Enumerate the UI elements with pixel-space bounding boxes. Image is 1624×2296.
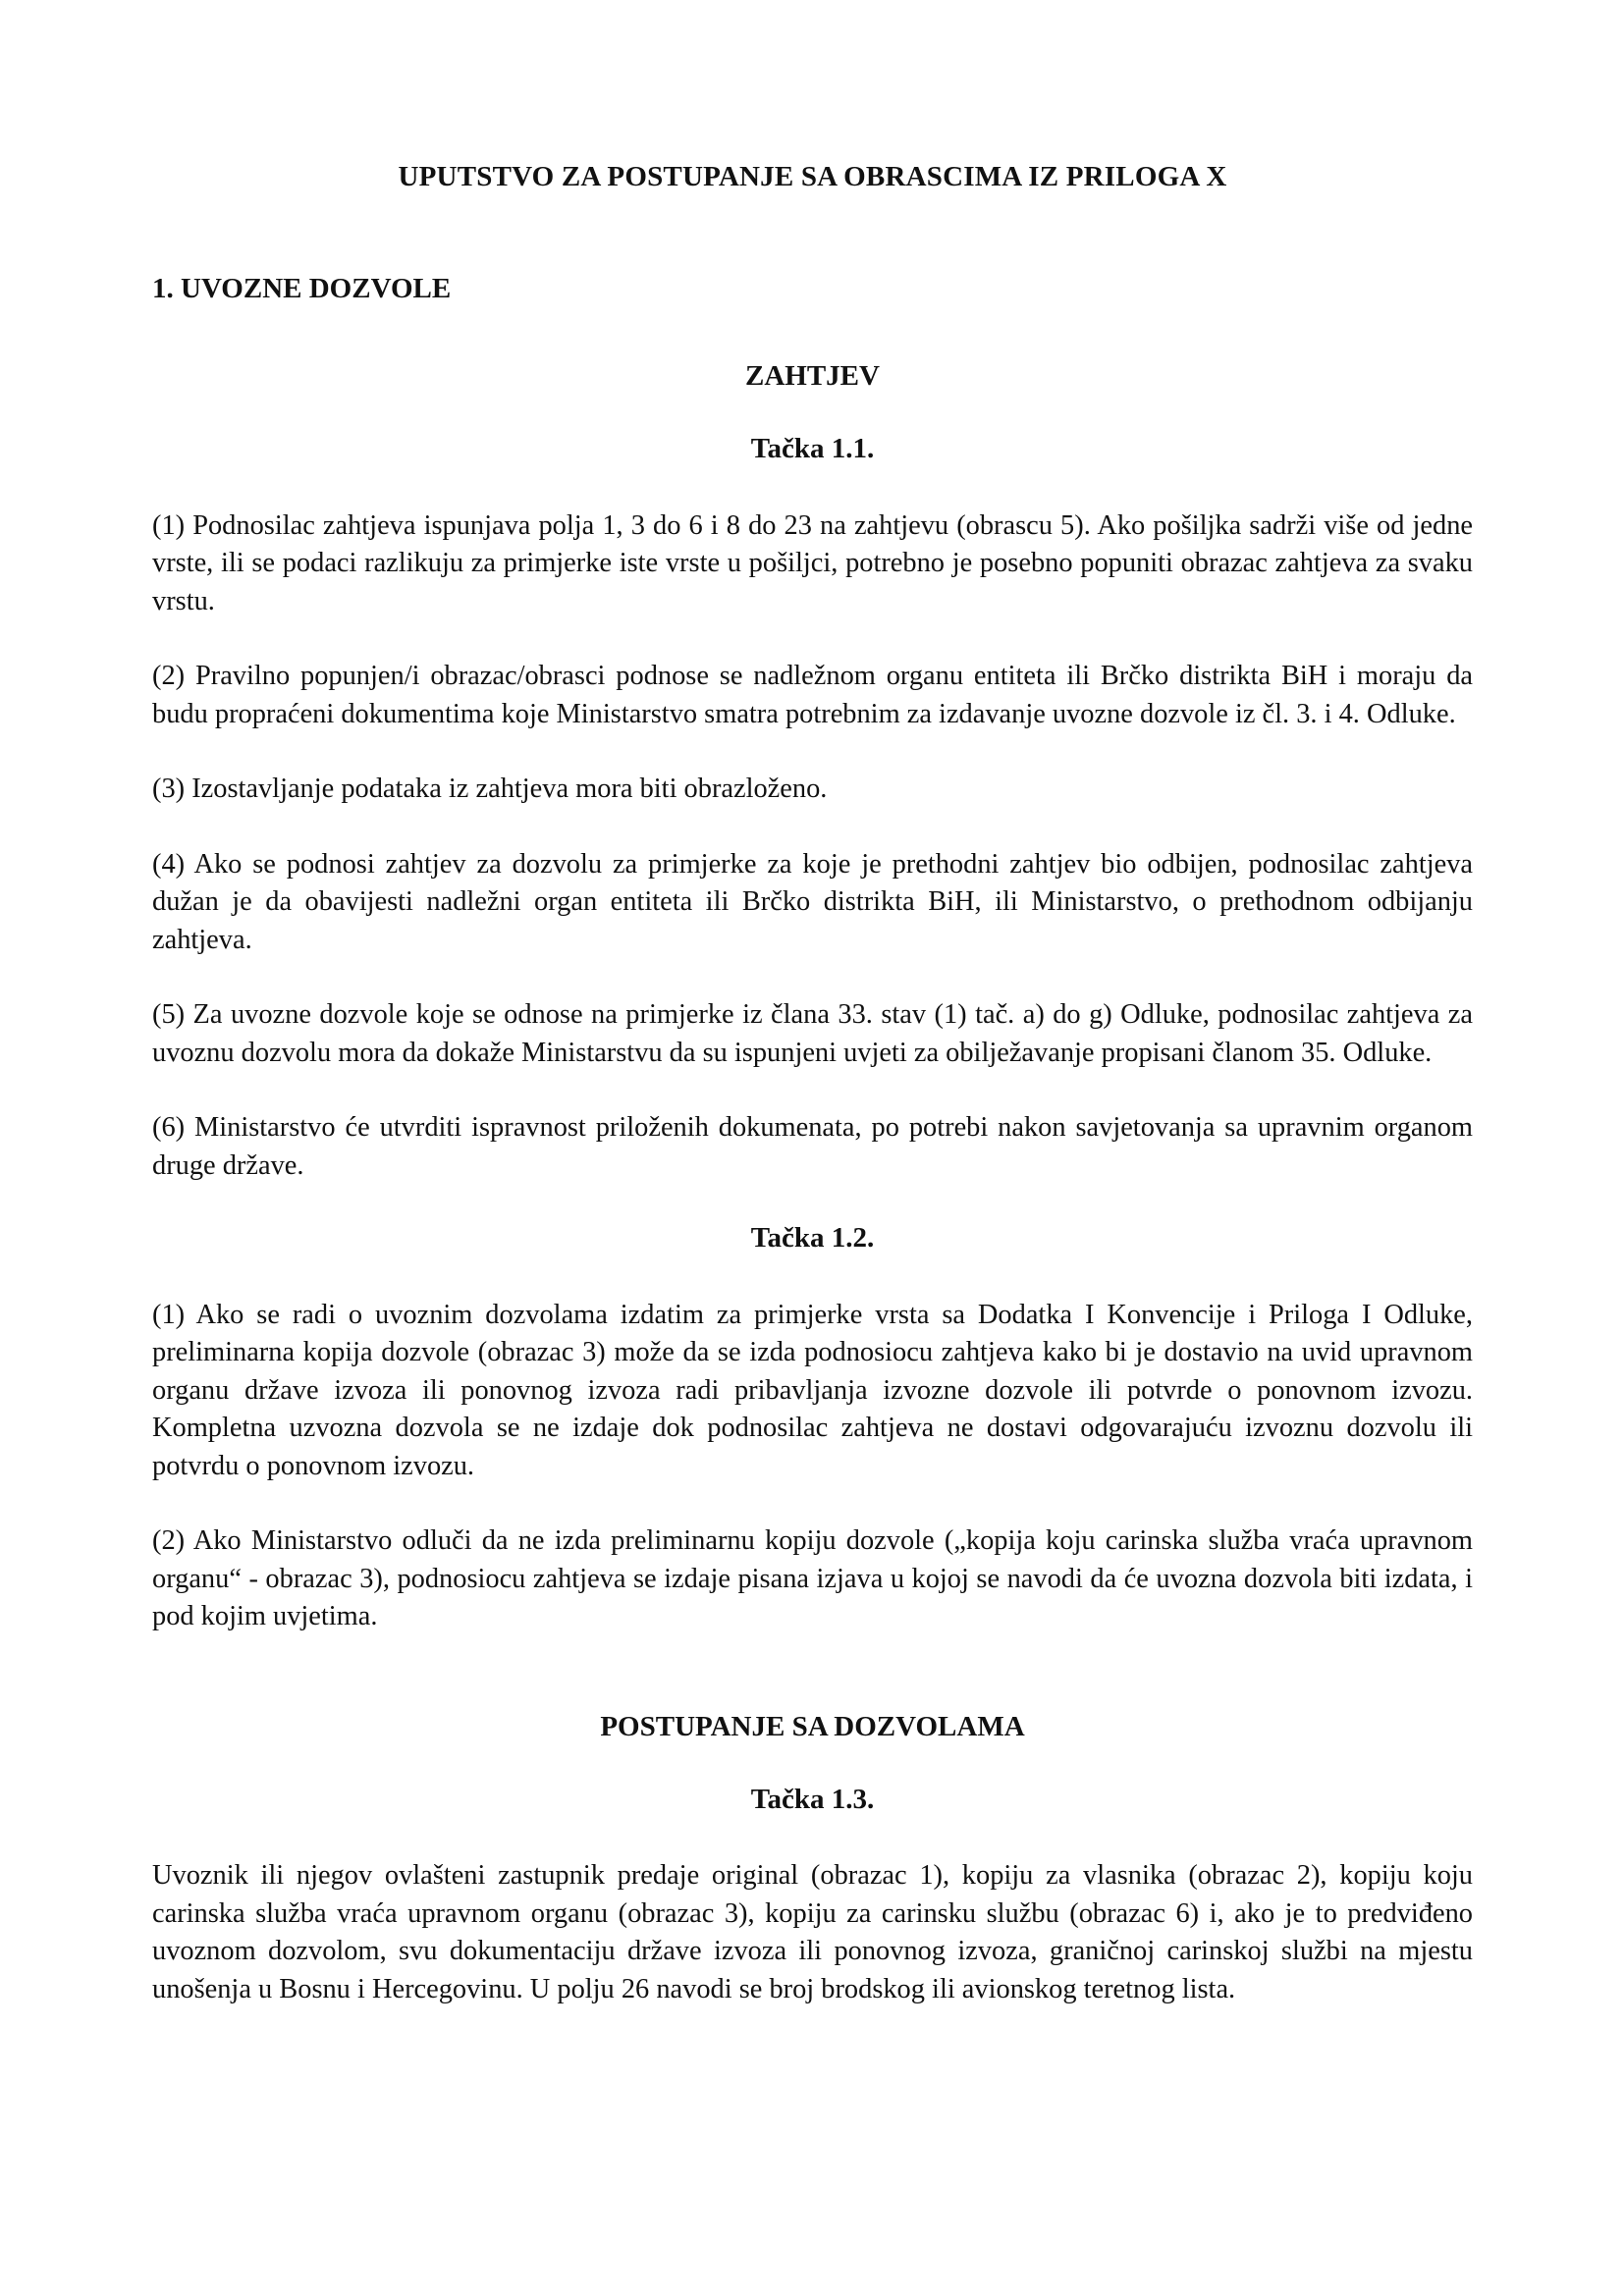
document-title: UPUTSTVO ZA POSTUPANJE SA OBRASCIMA IZ PRILOGA X: [398, 161, 1227, 192]
paragraph-1-1-4: (4) Ako se podnosi zahtjev za dozvolu za primjerke za koje je prethodni zahtjev bio odbijen, podnosilac zahtjeva dužan je da obavijesti nadležni organ entiteta ili Brčko distrikta BiH, ili Ministarstvo, o prethodnom odbijanju zahtjeva.: [152, 848, 1473, 955]
paragraph-1-1-1: (1) Podnosilac zahtjeva ispunjava polja 1, 3 do 6 i 8 do 23 na zahtjevu (obrascu 5). Ako pošiljka sadrži više od jedne vrste, ili se podaci razlikuju za primjerke iste vrste u pošiljci, potrebno je posebno popuniti obrazac zahtjeva za svaku vrstu.: [152, 509, 1473, 616]
paragraph-1-1-5: (5) Za uvozne dozvole koje se odnose na primjerke iz člana 33. stav (1) tač. a) do g) Odluke, podnosilac zahtjeva za uvoznu dozvolu mora da dokaže Ministarstvu da su ispunjeni uvjeti za obilježavanje propisani članom 35. Odluke.: [152, 999, 1473, 1068]
paragraph-1-2-1: (1) Ako se radi o uvoznim dozvolama izdatim za primjerke vrsta sa Dodatka I Konvencije i Priloga I Odluke, preliminarna kopija dozvole (obrazac 3) može da se izda podnosiocu zahtjeva kako bi je dostavio na uvid upravnom organu države izvoza ili ponovnog izvoza radi pribavljanja izvozne dozvole ili potvrde o ponovnom izvozu. Kompletna uzvozna dozvola se ne izdaje dok podnosilac zahtjeva ne dostavi odgovarajuću izvoznu dozvolu ili potvrdu o ponovnom izvozu.: [152, 1299, 1473, 1481]
tacka-1-3-heading: Tačka 1.3.: [750, 1783, 875, 1815]
section-heading-uvozne-dozvole: 1. UVOZNE DOZVOLE: [152, 272, 452, 304]
paragraph-1-2-2: (2) Ako Ministarstvo odluči da ne izda preliminarnu kopiju dozvole („kopija koju carinska služba vraća upravnom organu“ - obrazac 3), podnosiocu zahtjeva se izdaje pisana izjava u kojoj se navodi da će uvozna dozvola biti izdata, i pod kojim uvjetima.: [152, 1525, 1473, 1632]
subheading-zahtjev: ZAHTJEV: [745, 360, 880, 393]
paragraph-1-1-6: (6) Ministarstvo će utvrditi ispravnost priloženih dokumenata, po potrebi nakon savjetovanja sa upravnim organom druge države.: [152, 1112, 1473, 1181]
paragraph-1-1-3: (3) Izostavljanje podataka iz zahtjeva mora biti obrazloženo.: [152, 774, 828, 805]
paragraph-1-3-1: Uvoznik ili njegov ovlašteni zastupnik predaje original (obrazac 1), kopiju za vlasnika (obrazac 2), kopiju koju carinska služba vraća upravnom organu (obrazac 3), kopiju za carinsku službu (obrazac 6) i, ako je to predviđeno uvoznom dozvolom, svu dokumentaciju države izvoza ili ponovnog izvoza, graničnoj carinskoj službi na mjestu unošenja u Bosnu i Hercegovinu. U polju 26 navodi se broj brodskog ili avionskog teretnog lista.: [152, 1860, 1473, 2004]
tacka-1-2-heading: Tačka 1.2.: [750, 1222, 875, 1255]
tacka-1-1-heading: Tačka 1.1.: [750, 433, 875, 465]
document-page: [152, 137, 1473, 2008]
paragraph-1-1-2: (2) Pravilno popunjen/i obrazac/obrasci podnose se nadležnom organu entiteta ili Brčko distrikta BiH i moraju da budu propraćeni dokumentima koje Ministarstvo smatra potrebnim za izdavanje uvozne dozvole iz čl. 3. i 4. Odluke.: [152, 661, 1473, 729]
subheading-postupanje-sa-dozvolama: POSTUPANJE SA DOZVOLAMA: [600, 1710, 1025, 1742]
